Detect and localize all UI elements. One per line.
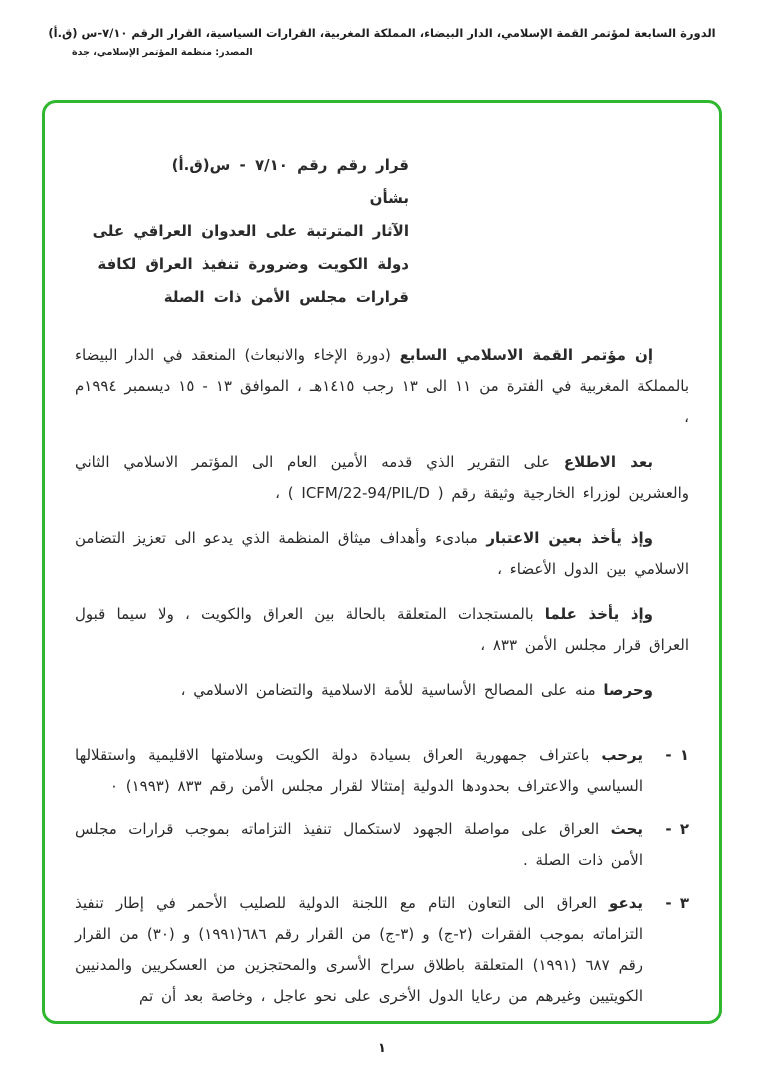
item-number: ١ - bbox=[665, 746, 689, 764]
operative-items bbox=[75, 740, 689, 1012]
list-item bbox=[75, 740, 689, 802]
paragraph-text: (دورة الإخاء والانبعاث) المنعقد في الدار البيضاء بالمملكة المغربية في الفترة من ١١ الى ١٣ رجب ١٤١٥هـ ، الموافق ١٣ - ١٥ ديسمبر ١٩٩٤م ، bbox=[75, 346, 690, 426]
item-text bbox=[75, 740, 643, 802]
title-line-3: الآثار المترتبة على العدوان العراقي على bbox=[92, 222, 409, 240]
paragraph-lead: بعد الاطلاع bbox=[563, 453, 654, 471]
item-text bbox=[75, 888, 643, 1012]
header-citation: الدورة السابعة لمؤتمر القمة الإسلامي، الدار البيضاء، المملكة المغربية، القرارات السياسية، القرار الرقم ٧/١٠-س (ق.أ) bbox=[48, 26, 716, 40]
item-lead: يحث bbox=[610, 820, 643, 838]
page-header bbox=[0, 26, 764, 58]
item-body: باعتراف جمهورية العراق بسيادة دولة الكويت وسلامتها الاقليمية واستقلالها السياسي والاعتراف بحدودها الدولية إمتثالا لقرار مجلس الأمن رقم ٨٣٣ (١٩٩٣) ٠ bbox=[75, 746, 643, 795]
preamble-paragraph bbox=[75, 340, 689, 433]
paragraph-text: منه على المصالح الأساسية للأمة الاسلامية والتضامن الاسلامي ، bbox=[180, 681, 604, 699]
item-number: ٣ - bbox=[665, 894, 689, 912]
document-frame bbox=[42, 100, 722, 1024]
preamble-paragraph bbox=[75, 523, 689, 585]
paragraph-text: بالمستجدات المتعلقة بالحالة بين العراق والكويت ، ولا سيما قبول العراق قرار مجلس الأمن ٨٣٣ ، bbox=[75, 605, 689, 654]
page-number: ١ bbox=[378, 1041, 386, 1056]
title-line-4: دولة الكويت وضرورة تنفيذ العراق لكافة bbox=[97, 255, 409, 273]
paragraph-lead: وحرصا bbox=[603, 681, 653, 699]
paragraph-lead: إن مؤتمر القمة الاسلامي السابع bbox=[399, 346, 653, 364]
paragraph-lead: وإذ يأخذ علما bbox=[544, 605, 653, 623]
preamble-paragraph bbox=[75, 599, 689, 661]
title-line-2: بشأن bbox=[369, 189, 409, 207]
title-line-5: قرارات مجلس الأمن ذات الصلة bbox=[163, 288, 409, 306]
list-item bbox=[75, 814, 689, 876]
item-body: العراق الى التعاون التام مع اللجنة الدولية للصليب الأحمر في إطار تنفيذ التزاماته بموجب الفقرات (٢-ج) و (٣-ج) من القرار رقم ٦٨٦(١٩٩١) و (٣٠) من القرار رقم ٦٨٧ (١٩٩١) المتعلقة باطلاق سراح الأسرى والمحتجزين من العسكريين والمدنيين الكويتيين وغيرهم من رعايا الدول الأخرى على نحو عاجل ، وخاصة بعد أن تم bbox=[75, 894, 643, 1005]
item-number: ٢ - bbox=[665, 820, 689, 838]
resolution-title bbox=[93, 149, 409, 314]
header-source: المصدر: منظمة المؤتمر الإسلامي، جدة bbox=[72, 47, 253, 58]
paragraph-text: على التقرير الذي قدمه الأمين العام الى المؤتمر الاسلامي الثاني والعشرين لوزراء الخارجية وثيقة رقم ( ICFM/22-94/PIL/D ) ، bbox=[75, 453, 689, 502]
item-text bbox=[75, 814, 643, 876]
item-lead: يدعو bbox=[609, 894, 643, 912]
preamble-paragraph bbox=[75, 675, 689, 706]
paragraph-text: مبادىء وأهداف ميثاق المنظمة الذي يدعو الى تعزيز التضامن الاسلامي بين الدول الأعضاء ، bbox=[75, 529, 689, 578]
item-lead: يرحب bbox=[601, 746, 643, 764]
paragraph-lead: وإذ يأخذ بعين الاعتبار bbox=[486, 529, 653, 547]
list-item bbox=[75, 888, 689, 1012]
title-line-1: قرار رقم رقم ٧/١٠ - س(ق.أ) bbox=[171, 156, 409, 174]
item-body: العراق على مواصلة الجهود لاستكمال تنفيذ التزاماته بموجب قرارات مجلس الأمن ذات الصلة . bbox=[75, 820, 643, 869]
preamble-paragraph bbox=[75, 447, 689, 509]
